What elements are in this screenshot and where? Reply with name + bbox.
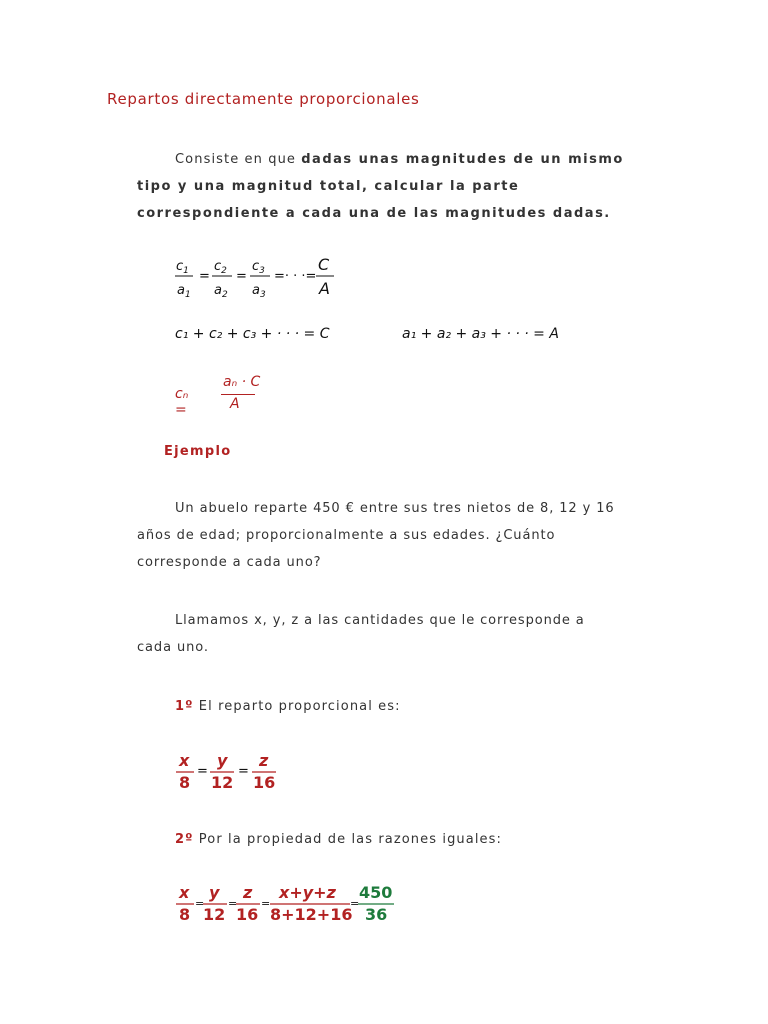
example-paragraph [137,495,637,576]
step-1 [175,699,401,714]
svg-text:a1: $a_1$ [177,283,191,300]
frac2-sumden: 8+12+16 [270,905,353,924]
svg-text:C: C [318,255,330,274]
cn-denominator: A [230,396,240,412]
llamamos-line1: Llamamos x, y, z a las cantidades que le corresponde a [175,613,585,628]
frac2-total: 450 [359,883,393,902]
svg-text:A: A [319,279,330,298]
frac2-d2: 12 [203,905,226,924]
svg-text:a3: $a_3$ [252,283,266,300]
svg-text:=· · ·=: =· · ·= [274,269,317,284]
example-line2: años de edad; proporcionalmente a sus edades. ¿Cuánto [137,528,556,543]
frac2-d1: 8 [179,905,191,924]
svg-text:=: = [197,764,208,779]
svg-text:=: = [195,897,205,910]
svg-text:=: = [199,269,210,284]
intro-text: Consiste en que [175,152,302,167]
proportion-fractions [172,748,292,794]
page-title: Repartos directamente proporcionales [107,90,420,108]
step-1-text: El reparto proporcional es: [193,699,401,714]
svg-text:=: = [236,269,247,284]
example-line3: corresponde a cada uno? [137,555,322,570]
svg-text:c2: $c_2$ [214,259,227,276]
f-c1: $c_1$ [176,259,189,276]
svg-text:a2: $a_2$ [214,283,228,300]
frac2-y: y [209,883,220,902]
step-1-number: 1º [175,699,194,714]
svg-text:=: = [238,764,249,779]
llamamos-line2: cada uno. [137,640,209,655]
intro-bold: dadas unas magnitudes de un mismo [301,152,624,167]
intro-line3: correspondiente a cada una de las magnitudes dadas. [137,206,611,221]
cn-numerator: aₙ · C [223,374,261,390]
intro-line2: tipo y una magnitud total, calcular la parte [137,179,520,194]
frac1-d3: 16 [253,773,276,792]
sum-c-formula: c₁ + c₂ + c₃ + · · · = C [175,326,330,342]
frac2-x: x [179,883,190,902]
step-2-number: 2º [175,832,194,847]
step-2-text: Por la propiedad de las razones iguales: [193,832,502,847]
frac1-x: x [179,751,190,770]
sum-a-formula: a₁ + a₂ + a₃ + · · · = A [402,326,559,342]
frac1-d1: 8 [179,773,191,792]
svg-text:c3: $c_3$ [252,259,265,276]
svg-text:=: = [350,897,360,910]
svg-text:=: = [228,897,238,910]
step-2 [175,832,502,847]
frac1-d2: 12 [211,773,234,792]
example-heading: Ejemplo [164,444,232,459]
intro-paragraph [137,146,637,227]
frac1-z: z [259,751,269,770]
example-line1: Un abuelo reparte 450 € entre sus tres nietos de 8, 12 y 16 [175,501,615,516]
frac2-z: z [243,883,253,902]
ratio-formula [170,252,370,302]
frac1-y: y [217,751,228,770]
svg-text:=: = [261,897,271,910]
equal-ratios-fractions [172,880,412,928]
llamamos-paragraph [137,607,637,661]
frac2-d3: 16 [236,905,259,924]
frac2-sumnum: x+y+z [279,883,336,902]
frac2-totalden: 36 [365,905,388,924]
